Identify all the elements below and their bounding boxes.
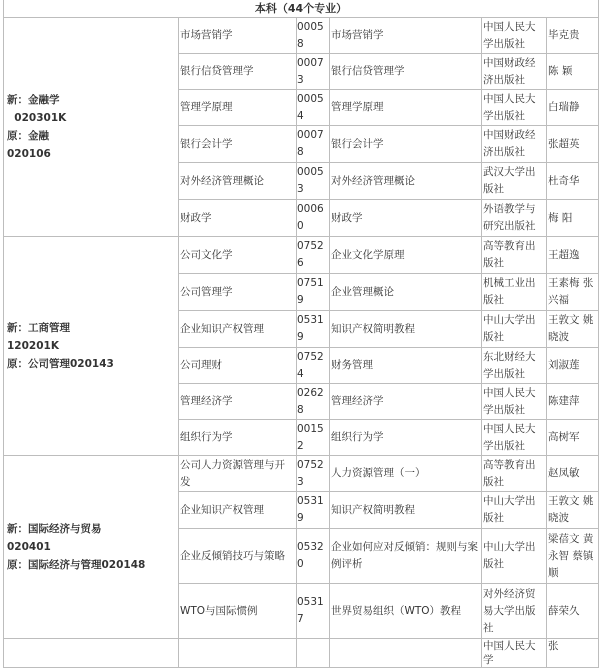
course-code: 00058 xyxy=(297,18,330,54)
publisher: 中国财政经济出版社 xyxy=(482,126,547,163)
author: 毕克贵 xyxy=(547,18,599,54)
author: 陈 颖 xyxy=(547,54,599,90)
publisher: 中国人民大学出版社 xyxy=(482,384,547,420)
publisher: 中国人民大学 xyxy=(482,639,547,668)
course-name: 银行会计学 xyxy=(179,126,297,163)
author: 王敦文 姚晓波 xyxy=(547,492,599,529)
author: 王敦文 姚晓波 xyxy=(547,311,599,348)
course-code: 07524 xyxy=(297,348,330,384)
major-line: 020106 xyxy=(7,148,51,160)
author: 张超英 xyxy=(547,126,599,163)
textbook-name: 企业如何应对反倾销：规则与案例评析 xyxy=(330,529,482,584)
textbook-name: 管理经济学 xyxy=(330,384,482,420)
textbook-name xyxy=(330,639,482,668)
course-name: 公司人力资源管理与开发 xyxy=(179,456,297,492)
publisher: 中国人民大学出版社 xyxy=(482,18,547,54)
author: 薛荣久 xyxy=(547,584,599,639)
publisher: 中国人民大学出版社 xyxy=(482,90,547,126)
author: 王素梅 张兴福 xyxy=(547,274,599,311)
course-code: 05319 xyxy=(297,492,330,529)
author: 杜奇华 xyxy=(547,163,599,200)
course-name: 市场营销学 xyxy=(179,18,297,54)
course-name: 管理学原理 xyxy=(179,90,297,126)
textbook-name: 财务管理 xyxy=(330,348,482,384)
course-name: 财政学 xyxy=(179,200,297,237)
major-cell xyxy=(4,456,179,639)
course-name: 企业反倾销技巧与策略 xyxy=(179,529,297,584)
publisher: 中山大学出版社 xyxy=(482,311,547,348)
author: 梅 阳 xyxy=(547,200,599,237)
publisher: 高等教育出版社 xyxy=(482,456,547,492)
major-cell xyxy=(4,237,179,456)
author: 高树军 xyxy=(547,420,599,456)
course-code: 02628 xyxy=(297,384,330,420)
author: 梁蓓文 黄永智 蔡镇顺 xyxy=(547,529,599,584)
table-row-partial xyxy=(4,639,599,668)
author: 张 xyxy=(547,639,599,668)
course-code: 07523 xyxy=(297,456,330,492)
course-name: 组织行为学 xyxy=(179,420,297,456)
course-code: 07526 xyxy=(297,237,330,274)
textbook-name: 企业管理概论 xyxy=(330,274,482,311)
publisher: 中山大学出版社 xyxy=(482,492,547,529)
course-name: 对外经济管理概论 xyxy=(179,163,297,200)
textbook-name: 银行会计学 xyxy=(330,126,482,163)
major-line: 新：国际经济与贸易 xyxy=(7,523,102,535)
publisher: 中国财政经济出版社 xyxy=(482,54,547,90)
author: 白瑞静 xyxy=(547,90,599,126)
textbook-name: 银行信贷管理学 xyxy=(330,54,482,90)
course-code: 00060 xyxy=(297,200,330,237)
publisher: 外语教学与研究出版社 xyxy=(482,200,547,237)
publisher: 机械工业出版社 xyxy=(482,274,547,311)
table-title: 本科（44个专业） xyxy=(4,0,599,18)
course-name: WTO与国际惯例 xyxy=(179,584,297,639)
course-code: 07519 xyxy=(297,274,330,311)
course-name: 公司文化学 xyxy=(179,237,297,274)
textbook-name: 知识产权简明教程 xyxy=(330,311,482,348)
textbook-name: 对外经济管理概论 xyxy=(330,163,482,200)
course-name: 公司理财 xyxy=(179,348,297,384)
course-name: 公司管理学 xyxy=(179,274,297,311)
major-cell xyxy=(4,639,179,668)
publisher: 高等教育出版社 xyxy=(482,237,547,274)
major-line: 020401 xyxy=(7,541,51,553)
table-row xyxy=(4,18,599,54)
textbook-name: 世界贸易组织（WTO）教程 xyxy=(330,584,482,639)
textbook-name: 财政学 xyxy=(330,200,482,237)
course-code: 00054 xyxy=(297,90,330,126)
textbook-name: 市场营销学 xyxy=(330,18,482,54)
author: 陈建萍 xyxy=(547,384,599,420)
course-code: 00073 xyxy=(297,54,330,90)
publisher: 中国人民大学出版社 xyxy=(482,420,547,456)
course-code: 05319 xyxy=(297,311,330,348)
textbook-name: 人力资源管理（一） xyxy=(330,456,482,492)
course-name xyxy=(179,639,297,668)
major-line: 新：工商管理 xyxy=(7,322,70,334)
course-code: 00078 xyxy=(297,126,330,163)
publisher: 中山大学出版社 xyxy=(482,529,547,584)
textbook-name: 知识产权简明教程 xyxy=(330,492,482,529)
author: 刘淑莲 xyxy=(547,348,599,384)
major-line: 原：公司管理020143 xyxy=(7,358,114,370)
table-header-row xyxy=(4,0,599,18)
course-code: 05317 xyxy=(297,584,330,639)
course-code: 05320 xyxy=(297,529,330,584)
textbook-name: 企业文化学原理 xyxy=(330,237,482,274)
author: 赵凤敏 xyxy=(547,456,599,492)
table-row xyxy=(4,237,599,274)
major-line: 020301K xyxy=(7,112,67,124)
course-code xyxy=(297,639,330,668)
course-code: 00053 xyxy=(297,163,330,200)
course-name: 管理经济学 xyxy=(179,384,297,420)
publisher: 武汉大学出版社 xyxy=(482,163,547,200)
major-line: 原：国际经济与管理020148 xyxy=(7,559,146,571)
publisher: 对外经济贸易大学出版社 xyxy=(482,584,547,639)
major-cell xyxy=(4,18,179,237)
course-name: 企业知识产权管理 xyxy=(179,492,297,529)
table-row xyxy=(4,456,599,492)
major-line: 原：金融 xyxy=(7,130,49,142)
major-line: 新：金融学 xyxy=(7,94,60,106)
publisher: 东北财经大学出版社 xyxy=(482,348,547,384)
textbook-name: 管理学原理 xyxy=(330,90,482,126)
textbook-table xyxy=(3,0,599,668)
course-name: 银行信贷管理学 xyxy=(179,54,297,90)
course-name: 企业知识产权管理 xyxy=(179,311,297,348)
textbook-name: 组织行为学 xyxy=(330,420,482,456)
author: 王超逸 xyxy=(547,237,599,274)
major-line: 120201K xyxy=(7,340,59,352)
textbook-table-wrapper xyxy=(3,0,598,668)
course-code: 00152 xyxy=(297,420,330,456)
